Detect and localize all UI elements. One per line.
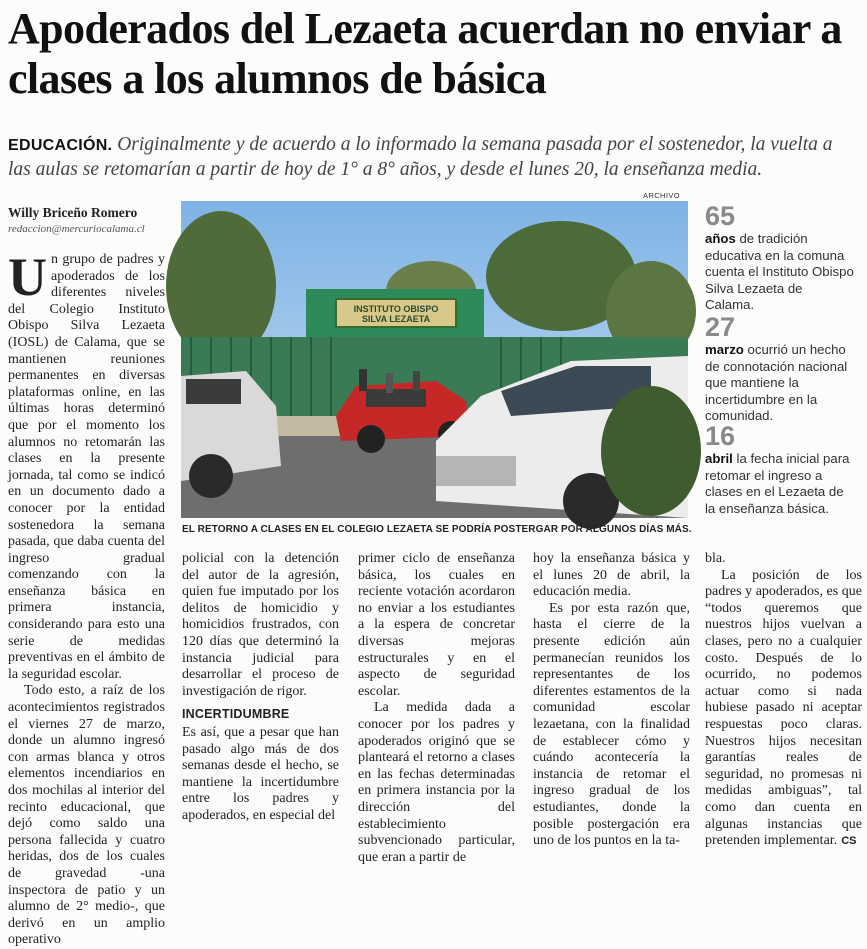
- svg-text:INSTITUTO OBISPO: INSTITUTO OBISPO: [353, 304, 439, 314]
- fact-number: 16: [705, 421, 736, 451]
- photo-credit: ARCHIVO: [643, 191, 680, 200]
- paragraph: hoy la enseñanza básica y el lunes 20 de abril, la educación media.: [533, 551, 690, 600]
- fact-number: 65: [705, 201, 736, 231]
- byline-author: Willy Briceño Romero: [8, 205, 138, 220]
- article-column-5: [705, 551, 862, 850]
- fact-box-2: [705, 312, 855, 425]
- end-mark: CS: [841, 835, 857, 848]
- paragraph: primer ciclo de enseñanza básica, los cuales en reciente votación acordaron no enviar a los estudiantes a la espera de concretar diversas mejoras estructurales y en el aspecto de seguridad escolar.: [358, 551, 515, 699]
- article-column-4: [533, 551, 690, 850]
- paragraph: bla.: [705, 551, 726, 566]
- subheading: INCERTIDUMBRE: [182, 707, 290, 722]
- lead-text: Originalmente y de acuerdo a lo informado la semana pasada por el sostenedor, la vuelta a las aulas se retomarían a partir de hoy de 1° a 8° años, y desde el lunes 20, la enseñanza media.: [8, 134, 833, 180]
- fact-text: la fecha inicial para retomar el ingreso a clases en el Lezaeta de la enseñanza básica.: [705, 451, 850, 516]
- school-photo-illustration: [181, 201, 688, 518]
- svg-text:SILVA LEZAETA: SILVA LEZAETA: [361, 314, 431, 324]
- paragraph: La posición de los padres y apoderados, es que “todos queremos que nuestros hijos vuelvan a clases, pero no a cualquier costo. Después de lo ocurrido, no podemos actuar como si nada hubiese pasado ni aceptar respuestas poco claras. Nuestros hijos necesitan garantías reales de seguridad, no promesas ni medidas ambiguas”, tal como dan cuenta en algunas instancias que pretenden implementar.: [705, 567, 862, 849]
- fact-text: de tradición educativa en la comuna cuenta el Instituto Obispo Silva Lezaeta de Calama.: [705, 231, 854, 313]
- byline-email[interactable]: redaccion@mercuriocalama.cl: [8, 223, 145, 235]
- paragraph: Es así, que a pesar que han pasado algo más de dos semanas desde el hecho, se mantiene la incertidumbre entre los padres y apoderados, en especial del: [182, 724, 339, 823]
- paragraph: n grupo de padres y apoderados de los diferentes niveles del Colegio Instituto Obispo Silva Lezaeta (IOSL) de Calama, que se mantienen reuniones permanentes en diversas plataformas online, en las últimas horas determinó que por el momento los alumnos no retomarán las clases en la presente jornada, tal como se indicó en un documento dado a conocer por la entidad sostenedora la semana pasada, que daba cuenta del ingreso gradual comenzando con la enseñanza básica en primera instancia, considerando para esto una serie de medidas preventivas en el ámbito de la seguridad escolar.: [8, 252, 165, 682]
- paragraph: policial con la detención del autor de la agresión, quien fue imputado por los delitos de homicidio y homicidios frustrados, con 120 días que determinó la instancia judicial para desarrollar el proceso de investigación de rigor.: [182, 551, 339, 699]
- article-photo: [181, 201, 688, 518]
- photo-caption: EL RETORNO A CLASES EN EL COLEGIO LEZAETA SE PODRÍA POSTERGAR POR ALGUNOS DÍAS MÁS.: [182, 524, 692, 535]
- drop-cap: U: [8, 247, 47, 307]
- article-column-2: [182, 551, 339, 825]
- fact-keyword: abril: [705, 451, 733, 466]
- fact-number: 27: [705, 312, 736, 342]
- article-column-3: [358, 551, 515, 866]
- fact-box-1: [705, 201, 855, 314]
- article-column-1: [8, 247, 165, 949]
- paragraph: La medida dada a conocer por los padres y apoderados originó que se planteará el retorno a clases en las fechas determinadas en primera instancia por la dirección del establecimiento subvencionado particular, que eran a partir de: [358, 700, 515, 865]
- paragraph: Es por esta razón que, hasta el cierre de la presente edición aún permanecían reunidos los representantes de los diferentes estamentos de la comunidad escolar lezaetana, con la finalidad de establecer cómo y cuándo acontecería la instancia de retomar el ingreso gradual de los estudiantes, donde la posible postergación era uno de los puntos en la ta-: [533, 600, 690, 849]
- fact-keyword: años: [705, 231, 736, 246]
- fact-box-3: [705, 421, 855, 517]
- lead-paragraph: [8, 133, 860, 182]
- fact-keyword: marzo: [705, 342, 744, 357]
- paragraph: Todo esto, a raíz de los acontecimientos registrados el viernes 27 de marzo, donde un alumno ingresó con armas blanca y otros elementos incendiarios en dos mochilas al interior del recinto educacional, que dejó como saldo una persona fallecida y cuatro heridas, dos de los cuales de gravedad -una inspectora de patio y un alumno de 2° medio-, que derivó en un amplio operativo: [8, 683, 165, 948]
- section-tag: EDUCACIÓN.: [8, 137, 113, 154]
- headline: Apoderados del Lezaeta acuerdan no enviar a clases a los alumnos de básica: [8, 4, 842, 103]
- fact-text: ocurrió un hecho de connotación nacional que mantiene la incertidumbre en la comunidad.: [705, 342, 848, 424]
